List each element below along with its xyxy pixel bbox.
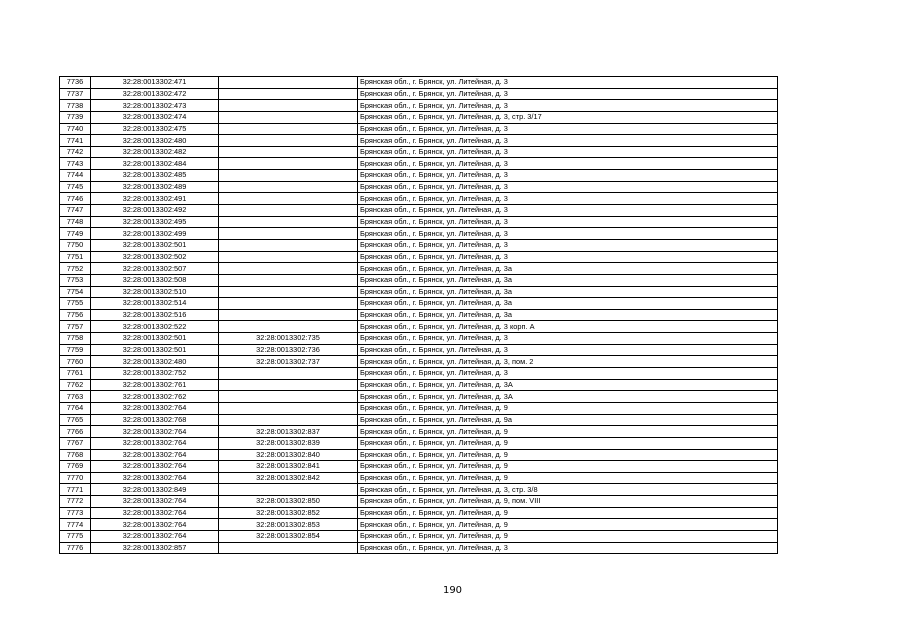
address-cell: Брянская обл., г. Брянск, ул. Литейная, д. 3а (358, 298, 778, 310)
table-row (60, 239, 778, 251)
table-row (60, 414, 778, 426)
related-cadastral-number-cell (219, 100, 358, 112)
row-number-cell: 7763 (60, 391, 91, 403)
table-row (60, 216, 778, 228)
related-cadastral-number-cell (219, 298, 358, 310)
address-cell: Брянская обл., г. Брянск, ул. Литейная, д. 9 (358, 507, 778, 519)
related-cadastral-number-cell (219, 216, 358, 228)
cadastral-number-cell: 32:28:0013302:492 (91, 205, 219, 217)
related-cadastral-number-cell (219, 414, 358, 426)
row-number-cell: 7770 (60, 472, 91, 484)
table-row (60, 484, 778, 496)
cadastral-number-cell: 32:28:0013302:510 (91, 286, 219, 298)
cadastral-number-cell: 32:28:0013302:489 (91, 181, 219, 193)
cadastral-number-cell: 32:28:0013302:472 (91, 88, 219, 100)
related-cadastral-number-cell (219, 239, 358, 251)
table-row (60, 228, 778, 240)
registry-table (59, 76, 778, 554)
address-cell: Брянская обл., г. Брянск, ул. Литейная, д. 3 (358, 205, 778, 217)
address-cell: Брянская обл., г. Брянск, ул. Литейная, д. 9, пом. VIII (358, 496, 778, 508)
table-row (60, 426, 778, 438)
related-cadastral-number-cell: 32:28:0013302:852 (219, 507, 358, 519)
related-cadastral-number-cell: 32:28:0013302:853 (219, 519, 358, 531)
table-row (60, 309, 778, 321)
address-cell: Брянская обл., г. Брянск, ул. Литейная, д. 3 (358, 100, 778, 112)
row-number-cell: 7775 (60, 530, 91, 542)
cadastral-number-cell: 32:28:0013302:473 (91, 100, 219, 112)
related-cadastral-number-cell (219, 205, 358, 217)
row-number-cell: 7767 (60, 437, 91, 449)
table-row (60, 158, 778, 170)
cadastral-number-cell: 32:28:0013302:480 (91, 356, 219, 368)
cadastral-number-cell: 32:28:0013302:764 (91, 437, 219, 449)
cadastral-number-cell: 32:28:0013302:484 (91, 158, 219, 170)
table-row (60, 496, 778, 508)
cadastral-number-cell: 32:28:0013302:491 (91, 193, 219, 205)
cadastral-number-cell: 32:28:0013302:474 (91, 111, 219, 123)
table-row (60, 391, 778, 403)
row-number-cell: 7744 (60, 170, 91, 182)
related-cadastral-number-cell (219, 379, 358, 391)
row-number-cell: 7773 (60, 507, 91, 519)
cadastral-number-cell: 32:28:0013302:764 (91, 519, 219, 531)
address-cell: Брянская обл., г. Брянск, ул. Литейная, д. 9 (358, 519, 778, 531)
row-number-cell: 7756 (60, 309, 91, 321)
table-row (60, 286, 778, 298)
address-cell: Брянская обл., г. Брянск, ул. Литейная, д. 3 (358, 216, 778, 228)
cadastral-number-cell: 32:28:0013302:501 (91, 333, 219, 345)
table-row (60, 100, 778, 112)
cadastral-number-cell: 32:28:0013302:502 (91, 251, 219, 263)
table-row (60, 135, 778, 147)
row-number-cell: 7748 (60, 216, 91, 228)
address-cell: Брянская обл., г. Брянск, ул. Литейная, д. 3 (358, 135, 778, 147)
related-cadastral-number-cell (219, 274, 358, 286)
cadastral-number-cell: 32:28:0013302:764 (91, 496, 219, 508)
cadastral-number-cell: 32:28:0013302:501 (91, 239, 219, 251)
cadastral-number-cell: 32:28:0013302:522 (91, 321, 219, 333)
table-row (60, 170, 778, 182)
row-number-cell: 7749 (60, 228, 91, 240)
related-cadastral-number-cell (219, 251, 358, 263)
address-cell: Брянская обл., г. Брянск, ул. Литейная, д. 3 (358, 251, 778, 263)
table-row (60, 274, 778, 286)
related-cadastral-number-cell (219, 111, 358, 123)
address-cell: Брянская обл., г. Брянск, ул. Литейная, д. 9 (358, 472, 778, 484)
address-cell: Брянская обл., г. Брянск, ул. Литейная, д. 3а (358, 309, 778, 321)
address-cell: Брянская обл., г. Брянск, ул. Литейная, д. 3 (358, 146, 778, 158)
related-cadastral-number-cell (219, 123, 358, 135)
table-row (60, 263, 778, 275)
row-number-cell: 7752 (60, 263, 91, 275)
related-cadastral-number-cell (219, 228, 358, 240)
address-cell: Брянская обл., г. Брянск, ул. Литейная, д. 3 (358, 239, 778, 251)
row-number-cell: 7764 (60, 402, 91, 414)
related-cadastral-number-cell (219, 88, 358, 100)
cadastral-number-cell: 32:28:0013302:762 (91, 391, 219, 403)
related-cadastral-number-cell (219, 368, 358, 380)
address-cell: Брянская обл., г. Брянск, ул. Литейная, д. 3, стр. 3/17 (358, 111, 778, 123)
related-cadastral-number-cell (219, 263, 358, 275)
related-cadastral-number-cell (219, 146, 358, 158)
cadastral-number-cell: 32:28:0013302:761 (91, 379, 219, 391)
table-row (60, 472, 778, 484)
address-cell: Брянская обл., г. Брянск, ул. Литейная, д. 9а (358, 414, 778, 426)
related-cadastral-number-cell: 32:28:0013302:842 (219, 472, 358, 484)
cadastral-number-cell: 32:28:0013302:768 (91, 414, 219, 426)
address-cell: Брянская обл., г. Брянск, ул. Литейная, д. 9 (358, 402, 778, 414)
related-cadastral-number-cell (219, 77, 358, 89)
table-row (60, 333, 778, 345)
table-row (60, 77, 778, 89)
address-cell: Брянская обл., г. Брянск, ул. Литейная, д. 9 (358, 437, 778, 449)
related-cadastral-number-cell (219, 181, 358, 193)
address-cell: Брянская обл., г. Брянск, ул. Литейная, д. 3 (358, 344, 778, 356)
related-cadastral-number-cell: 32:28:0013302:841 (219, 461, 358, 473)
cadastral-number-cell: 32:28:0013302:508 (91, 274, 219, 286)
address-cell: Брянская обл., г. Брянск, ул. Литейная, д. 3а (358, 286, 778, 298)
row-number-cell: 7740 (60, 123, 91, 135)
address-cell: Брянская обл., г. Брянск, ул. Литейная, д. 3 (358, 333, 778, 345)
related-cadastral-number-cell: 32:28:0013302:840 (219, 449, 358, 461)
address-cell: Брянская обл., г. Брянск, ул. Литейная, д. 3 (358, 123, 778, 135)
row-number-cell: 7745 (60, 181, 91, 193)
cadastral-number-cell: 32:28:0013302:507 (91, 263, 219, 275)
row-number-cell: 7739 (60, 111, 91, 123)
cadastral-number-cell: 32:28:0013302:499 (91, 228, 219, 240)
row-number-cell: 7769 (60, 461, 91, 473)
table-row (60, 379, 778, 391)
address-cell: Брянская обл., г. Брянск, ул. Литейная, д. 3 (358, 77, 778, 89)
related-cadastral-number-cell (219, 542, 358, 554)
row-number-cell: 7754 (60, 286, 91, 298)
cadastral-number-cell: 32:28:0013302:764 (91, 402, 219, 414)
table-row (60, 542, 778, 554)
table-row (60, 205, 778, 217)
related-cadastral-number-cell: 32:28:0013302:737 (219, 356, 358, 368)
table-row (60, 298, 778, 310)
table-row (60, 437, 778, 449)
table-row (60, 111, 778, 123)
row-number-cell: 7766 (60, 426, 91, 438)
cadastral-number-cell: 32:28:0013302:516 (91, 309, 219, 321)
address-cell: Брянская обл., г. Брянск, ул. Литейная, д. 3, пом. 2 (358, 356, 778, 368)
row-number-cell: 7750 (60, 239, 91, 251)
row-number-cell: 7768 (60, 449, 91, 461)
address-cell: Брянская обл., г. Брянск, ул. Литейная, д. 9 (358, 426, 778, 438)
cadastral-number-cell: 32:28:0013302:514 (91, 298, 219, 310)
table-row (60, 402, 778, 414)
related-cadastral-number-cell (219, 402, 358, 414)
row-number-cell: 7765 (60, 414, 91, 426)
related-cadastral-number-cell: 32:28:0013302:854 (219, 530, 358, 542)
address-cell: Брянская обл., г. Брянск, ул. Литейная, д. 3а (358, 263, 778, 275)
related-cadastral-number-cell (219, 321, 358, 333)
row-number-cell: 7772 (60, 496, 91, 508)
address-cell: Брянская обл., г. Брянск, ул. Литейная, д. 3 (358, 542, 778, 554)
address-cell: Брянская обл., г. Брянск, ул. Литейная, д. 3 (358, 158, 778, 170)
related-cadastral-number-cell: 32:28:0013302:850 (219, 496, 358, 508)
row-number-cell: 7757 (60, 321, 91, 333)
page-number: 190 (442, 585, 463, 596)
row-number-cell: 7751 (60, 251, 91, 263)
address-cell: Брянская обл., г. Брянск, ул. Литейная, д. 3 (358, 368, 778, 380)
table-row (60, 146, 778, 158)
address-cell: Брянская обл., г. Брянск, ул. Литейная, д. 3 корп. А (358, 321, 778, 333)
cadastral-number-cell: 32:28:0013302:849 (91, 484, 219, 496)
address-cell: Брянская обл., г. Брянск, ул. Литейная, д. 3, стр. 3/8 (358, 484, 778, 496)
row-number-cell: 7774 (60, 519, 91, 531)
cadastral-number-cell: 32:28:0013302:764 (91, 472, 219, 484)
related-cadastral-number-cell (219, 286, 358, 298)
row-number-cell: 7753 (60, 274, 91, 286)
related-cadastral-number-cell (219, 170, 358, 182)
table-row (60, 519, 778, 531)
cadastral-number-cell: 32:28:0013302:764 (91, 530, 219, 542)
table-row (60, 321, 778, 333)
table-row (60, 181, 778, 193)
address-cell: Брянская обл., г. Брянск, ул. Литейная, д. 3 (358, 88, 778, 100)
cadastral-number-cell: 32:28:0013302:764 (91, 461, 219, 473)
row-number-cell: 7737 (60, 88, 91, 100)
row-number-cell: 7741 (60, 135, 91, 147)
row-number-cell: 7761 (60, 368, 91, 380)
cadastral-number-cell: 32:28:0013302:764 (91, 426, 219, 438)
row-number-cell: 7759 (60, 344, 91, 356)
cadastral-number-cell: 32:28:0013302:495 (91, 216, 219, 228)
row-number-cell: 7747 (60, 205, 91, 217)
row-number-cell: 7755 (60, 298, 91, 310)
row-number-cell: 7760 (60, 356, 91, 368)
row-number-cell: 7738 (60, 100, 91, 112)
table-row (60, 461, 778, 473)
related-cadastral-number-cell: 32:28:0013302:735 (219, 333, 358, 345)
address-cell: Брянская обл., г. Брянск, ул. Литейная, д. 3А (358, 391, 778, 403)
row-number-cell: 7758 (60, 333, 91, 345)
cadastral-number-cell: 32:28:0013302:471 (91, 77, 219, 89)
related-cadastral-number-cell (219, 158, 358, 170)
table-row (60, 368, 778, 380)
table-row (60, 251, 778, 263)
related-cadastral-number-cell (219, 135, 358, 147)
related-cadastral-number-cell: 32:28:0013302:736 (219, 344, 358, 356)
row-number-cell: 7742 (60, 146, 91, 158)
address-cell: Брянская обл., г. Брянск, ул. Литейная, д. 3 (358, 193, 778, 205)
table-row (60, 88, 778, 100)
address-cell: Брянская обл., г. Брянск, ул. Литейная, д. 3 (358, 181, 778, 193)
address-cell: Брянская обл., г. Брянск, ул. Литейная, д. 3А (358, 379, 778, 391)
row-number-cell: 7743 (60, 158, 91, 170)
row-number-cell: 7776 (60, 542, 91, 554)
cadastral-number-cell: 32:28:0013302:752 (91, 368, 219, 380)
row-number-cell: 7771 (60, 484, 91, 496)
table-row (60, 123, 778, 135)
registry-table-body (60, 77, 778, 554)
cadastral-number-cell: 32:28:0013302:764 (91, 449, 219, 461)
cadastral-number-cell: 32:28:0013302:475 (91, 123, 219, 135)
cadastral-number-cell: 32:28:0013302:485 (91, 170, 219, 182)
table-row (60, 530, 778, 542)
related-cadastral-number-cell: 32:28:0013302:837 (219, 426, 358, 438)
cadastral-number-cell: 32:28:0013302:857 (91, 542, 219, 554)
address-cell: Брянская обл., г. Брянск, ул. Литейная, д. 3 (358, 228, 778, 240)
related-cadastral-number-cell (219, 193, 358, 205)
address-cell: Брянская обл., г. Брянск, ул. Литейная, д. 9 (358, 461, 778, 473)
table-row (60, 193, 778, 205)
related-cadastral-number-cell (219, 484, 358, 496)
cadastral-number-cell: 32:28:0013302:501 (91, 344, 219, 356)
cadastral-number-cell: 32:28:0013302:764 (91, 507, 219, 519)
address-cell: Брянская обл., г. Брянск, ул. Литейная, д. 3а (358, 274, 778, 286)
address-cell: Брянская обл., г. Брянск, ул. Литейная, д. 9 (358, 530, 778, 542)
row-number-cell: 7746 (60, 193, 91, 205)
table-row (60, 356, 778, 368)
row-number-cell: 7736 (60, 77, 91, 89)
related-cadastral-number-cell (219, 391, 358, 403)
related-cadastral-number-cell (219, 309, 358, 321)
related-cadastral-number-cell: 32:28:0013302:839 (219, 437, 358, 449)
address-cell: Брянская обл., г. Брянск, ул. Литейная, д. 9 (358, 449, 778, 461)
row-number-cell: 7762 (60, 379, 91, 391)
address-cell: Брянская обл., г. Брянск, ул. Литейная, д. 3 (358, 170, 778, 182)
table-row (60, 507, 778, 519)
table-row (60, 449, 778, 461)
cadastral-number-cell: 32:28:0013302:480 (91, 135, 219, 147)
cadastral-number-cell: 32:28:0013302:482 (91, 146, 219, 158)
table-row (60, 344, 778, 356)
